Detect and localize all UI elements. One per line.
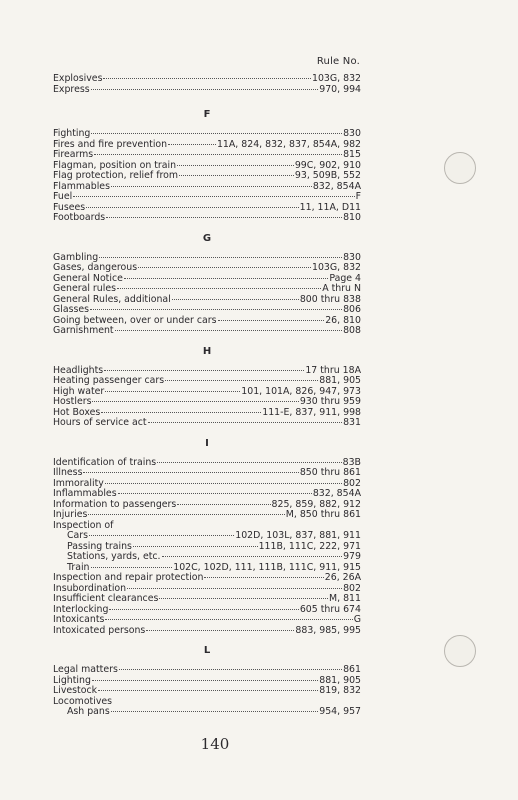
entry-rule-reference: 11A, 824, 832, 837, 854A, 982 (216, 138, 361, 150)
index-entry (53, 676, 361, 687)
entry-rule-reference: 883, 985, 995 (295, 624, 361, 636)
entry-label: Gases, dangerous (53, 262, 138, 273)
page-number: 140 (200, 735, 230, 753)
dot-leader (86, 207, 299, 208)
entry-label: Flag protection, relief from (53, 170, 179, 181)
entry-rule-reference: 99C, 902, 910 (294, 159, 361, 171)
entry-rule-reference: 101, 101A, 826, 947, 973 (241, 385, 361, 397)
index-entry (53, 171, 361, 182)
entry-label: Fuel (53, 191, 73, 202)
entry-rule-reference: 832, 854A (312, 180, 361, 192)
entry-label: Illness (53, 467, 83, 478)
entry-rule-reference: 831 (343, 417, 361, 428)
entry-label: Fusees (53, 201, 86, 213)
dot-leader (179, 175, 294, 176)
entry-rule-reference: 605 thru 674 (299, 603, 361, 615)
entry-rule-reference: 970, 994 (319, 83, 361, 95)
dot-leader (119, 669, 342, 670)
section-letter-g: G (202, 232, 212, 244)
entry-rule-reference: 810 (343, 212, 361, 223)
entry-rule-reference: 861 (343, 664, 361, 675)
entry-rule-reference: M, 811 (329, 593, 361, 604)
dot-leader (99, 257, 342, 258)
dot-leader (172, 299, 299, 300)
entry-label: Livestock (53, 685, 98, 696)
entry-rule-reference: 11, 11A, D11 (299, 201, 361, 213)
dot-leader (159, 598, 328, 599)
index-entry (53, 74, 361, 85)
index-subentry (53, 552, 361, 563)
entry-label: Gambling (53, 251, 99, 263)
entry-label: Stations, yards, etc. (67, 551, 161, 562)
entry-rule-reference: 103G, 832 (311, 73, 361, 84)
index-entry (53, 468, 361, 479)
index-entry (53, 295, 361, 306)
dot-leader (177, 504, 270, 505)
dot-leader (105, 483, 342, 484)
entry-label: Lighting (53, 674, 91, 686)
dot-leader (157, 462, 341, 463)
index-subentry (53, 707, 361, 718)
index-entry (53, 626, 361, 637)
index-entry (53, 85, 361, 96)
dot-leader (204, 577, 323, 578)
section-letter-h: H (202, 345, 212, 357)
dot-leader (124, 278, 328, 279)
entry-label: Insubordination (53, 582, 127, 594)
entry-label: Hot Boxes (53, 406, 101, 418)
dot-leader (98, 690, 318, 691)
entry-rule-reference: 830 (343, 251, 361, 263)
entry-label: Headlights (53, 364, 104, 376)
entry-label: Flammables (53, 180, 110, 192)
entry-rule-reference: 850 thru 861 (299, 467, 361, 478)
dot-leader (91, 567, 173, 568)
entry-label: Legal matters (53, 664, 118, 675)
index-entry (53, 594, 361, 605)
entry-label: Train (67, 561, 90, 573)
dot-leader (115, 330, 343, 331)
dot-leader (89, 535, 234, 536)
section-letter-l: L (203, 645, 211, 656)
dot-leader (133, 546, 258, 547)
dot-leader (103, 78, 311, 79)
entry-label: Cars (67, 530, 89, 541)
dot-leader (168, 144, 216, 145)
dot-leader (117, 288, 321, 289)
entry-label: Garnishment (53, 325, 114, 336)
index-entry (53, 129, 361, 140)
section-letter-i: I (205, 437, 209, 449)
index-entry (53, 665, 361, 676)
entry-rule-reference: 806 (343, 304, 361, 315)
entry-rule-reference: Page 4 (329, 272, 361, 284)
entry-label: Information to passengers (53, 498, 177, 510)
entry-label: Heating passenger cars (53, 375, 165, 386)
entry-label: Intoxicated persons (53, 624, 146, 636)
entry-label: Footboards (53, 212, 106, 223)
entry-label: Fires and fire prevention (53, 138, 168, 150)
index-subentry (53, 531, 361, 542)
entry-rule-reference: M, 850 thru 861 (285, 509, 361, 520)
entry-label: Passing trains (67, 540, 132, 552)
entry-rule-reference: G (353, 614, 361, 625)
dot-leader (91, 133, 342, 134)
entry-label: Inspection of (53, 519, 114, 531)
dot-leader (218, 320, 325, 321)
entry-rule-reference: 800 thru 838 (299, 293, 361, 305)
entry-label: Inspection and repair protection (53, 572, 204, 583)
dot-leader (92, 680, 318, 681)
entry-label: Injuries (53, 509, 88, 520)
entry-label: Inflammables (53, 488, 117, 499)
entry-label: Ash pans (67, 706, 110, 717)
dot-leader (109, 609, 298, 610)
index-entry (53, 182, 361, 193)
dot-leader (105, 619, 352, 620)
entry-label: Fighting (53, 128, 91, 139)
entry-label: Locomotives (53, 695, 113, 707)
index-entry (53, 192, 361, 203)
dot-leader (91, 89, 319, 90)
dot-leader (90, 309, 342, 310)
entry-rule-reference: 954, 957 (319, 706, 361, 717)
entry-label: Going between, over or under cars (53, 314, 217, 326)
entry-rule-reference: 832, 854A (312, 488, 361, 499)
dot-leader (101, 412, 261, 413)
entry-rule-reference: 802 (343, 582, 361, 594)
entry-rule-reference: 979 (343, 551, 361, 562)
index-entry (53, 573, 361, 584)
entry-rule-reference: 111-E, 837, 911, 998 (262, 406, 361, 418)
index-entry (53, 305, 361, 316)
dot-leader (148, 422, 342, 423)
entry-rule-reference: 825, 859, 882, 912 (271, 498, 361, 510)
entry-label: Insufficient clearances (53, 593, 159, 604)
dot-leader (104, 370, 304, 371)
entry-rule-reference: 881, 905 (319, 674, 361, 686)
dot-leader (88, 514, 284, 515)
dot-leader (162, 556, 343, 557)
entry-rule-reference: 103G, 832 (311, 262, 361, 273)
dot-leader (111, 711, 319, 712)
entry-label: High water (53, 385, 105, 397)
entry-rule-reference: 815 (343, 149, 361, 160)
entry-rule-reference: 819, 832 (319, 685, 361, 696)
dot-leader (105, 391, 240, 392)
entry-label: Glasses (53, 304, 90, 315)
index-entry (53, 418, 361, 429)
dot-leader (138, 267, 311, 268)
index-entry (53, 376, 361, 387)
entry-rule-reference: 802 (343, 477, 361, 489)
entry-rule-reference: 830 (343, 128, 361, 139)
dot-leader (92, 401, 298, 402)
dot-leader (83, 472, 298, 473)
dot-leader (146, 630, 294, 631)
index-list (53, 74, 361, 718)
entry-label: Firearms (53, 149, 94, 160)
dot-leader (165, 380, 318, 381)
entry-rule-reference: A thru N (322, 283, 361, 294)
dot-leader (111, 186, 312, 187)
dot-leader (106, 217, 342, 218)
index-entry (53, 326, 361, 337)
entry-rule-reference: F (355, 191, 361, 202)
dot-leader (177, 165, 294, 166)
entry-label: General Rules, additional (53, 293, 171, 305)
binder-hole (444, 152, 476, 184)
entry-label: Hostlers (53, 396, 92, 407)
entry-rule-reference: 17 thru 18A (305, 364, 361, 376)
entry-rule-reference: 930 thru 959 (299, 396, 361, 407)
entry-label: Express (53, 83, 90, 95)
entry-label: General rules (53, 283, 116, 294)
dot-leader (94, 154, 342, 155)
index-entry (53, 615, 361, 626)
index-entry (53, 489, 361, 500)
entry-rule-reference: 808 (343, 325, 361, 336)
rule-no-column-header: Rule No. (316, 56, 360, 67)
entry-rule-reference: 83B (342, 456, 361, 468)
index-entry (53, 284, 361, 295)
entry-rule-reference: 93, 509B, 552 (294, 170, 361, 181)
index-entry (53, 263, 361, 274)
index-entry (53, 150, 361, 161)
dot-leader (118, 493, 312, 494)
index-entry (53, 397, 361, 408)
entry-label: General Notice (53, 272, 123, 284)
entry-label: Identification of trains (53, 456, 157, 468)
binder-hole (444, 635, 476, 667)
section-letter-f: F (203, 109, 211, 120)
entry-label: Hours of service act (53, 417, 147, 428)
entry-label: Interlocking (53, 603, 109, 615)
index-entry (53, 213, 361, 224)
entry-label: Explosives (53, 73, 103, 84)
entry-label: Flagman, position on train (53, 159, 177, 171)
entry-rule-reference: 26, 810 (325, 314, 361, 326)
dot-leader (127, 588, 342, 589)
entry-rule-reference: 102D, 103L, 837, 881, 911 (235, 530, 361, 541)
entry-rule-reference: 102C, 102D, 111, 111B, 111C, 911, 915 (173, 561, 361, 573)
entry-label: Immorality (53, 477, 104, 489)
dot-leader (73, 196, 354, 197)
entry-label: Intoxicants (53, 614, 105, 625)
entry-rule-reference: 111B, 111C, 222, 971 (258, 540, 361, 552)
entry-rule-reference: 26, 26A (324, 572, 361, 583)
index-entry (53, 140, 361, 151)
entry-rule-reference: 881, 905 (319, 375, 361, 386)
